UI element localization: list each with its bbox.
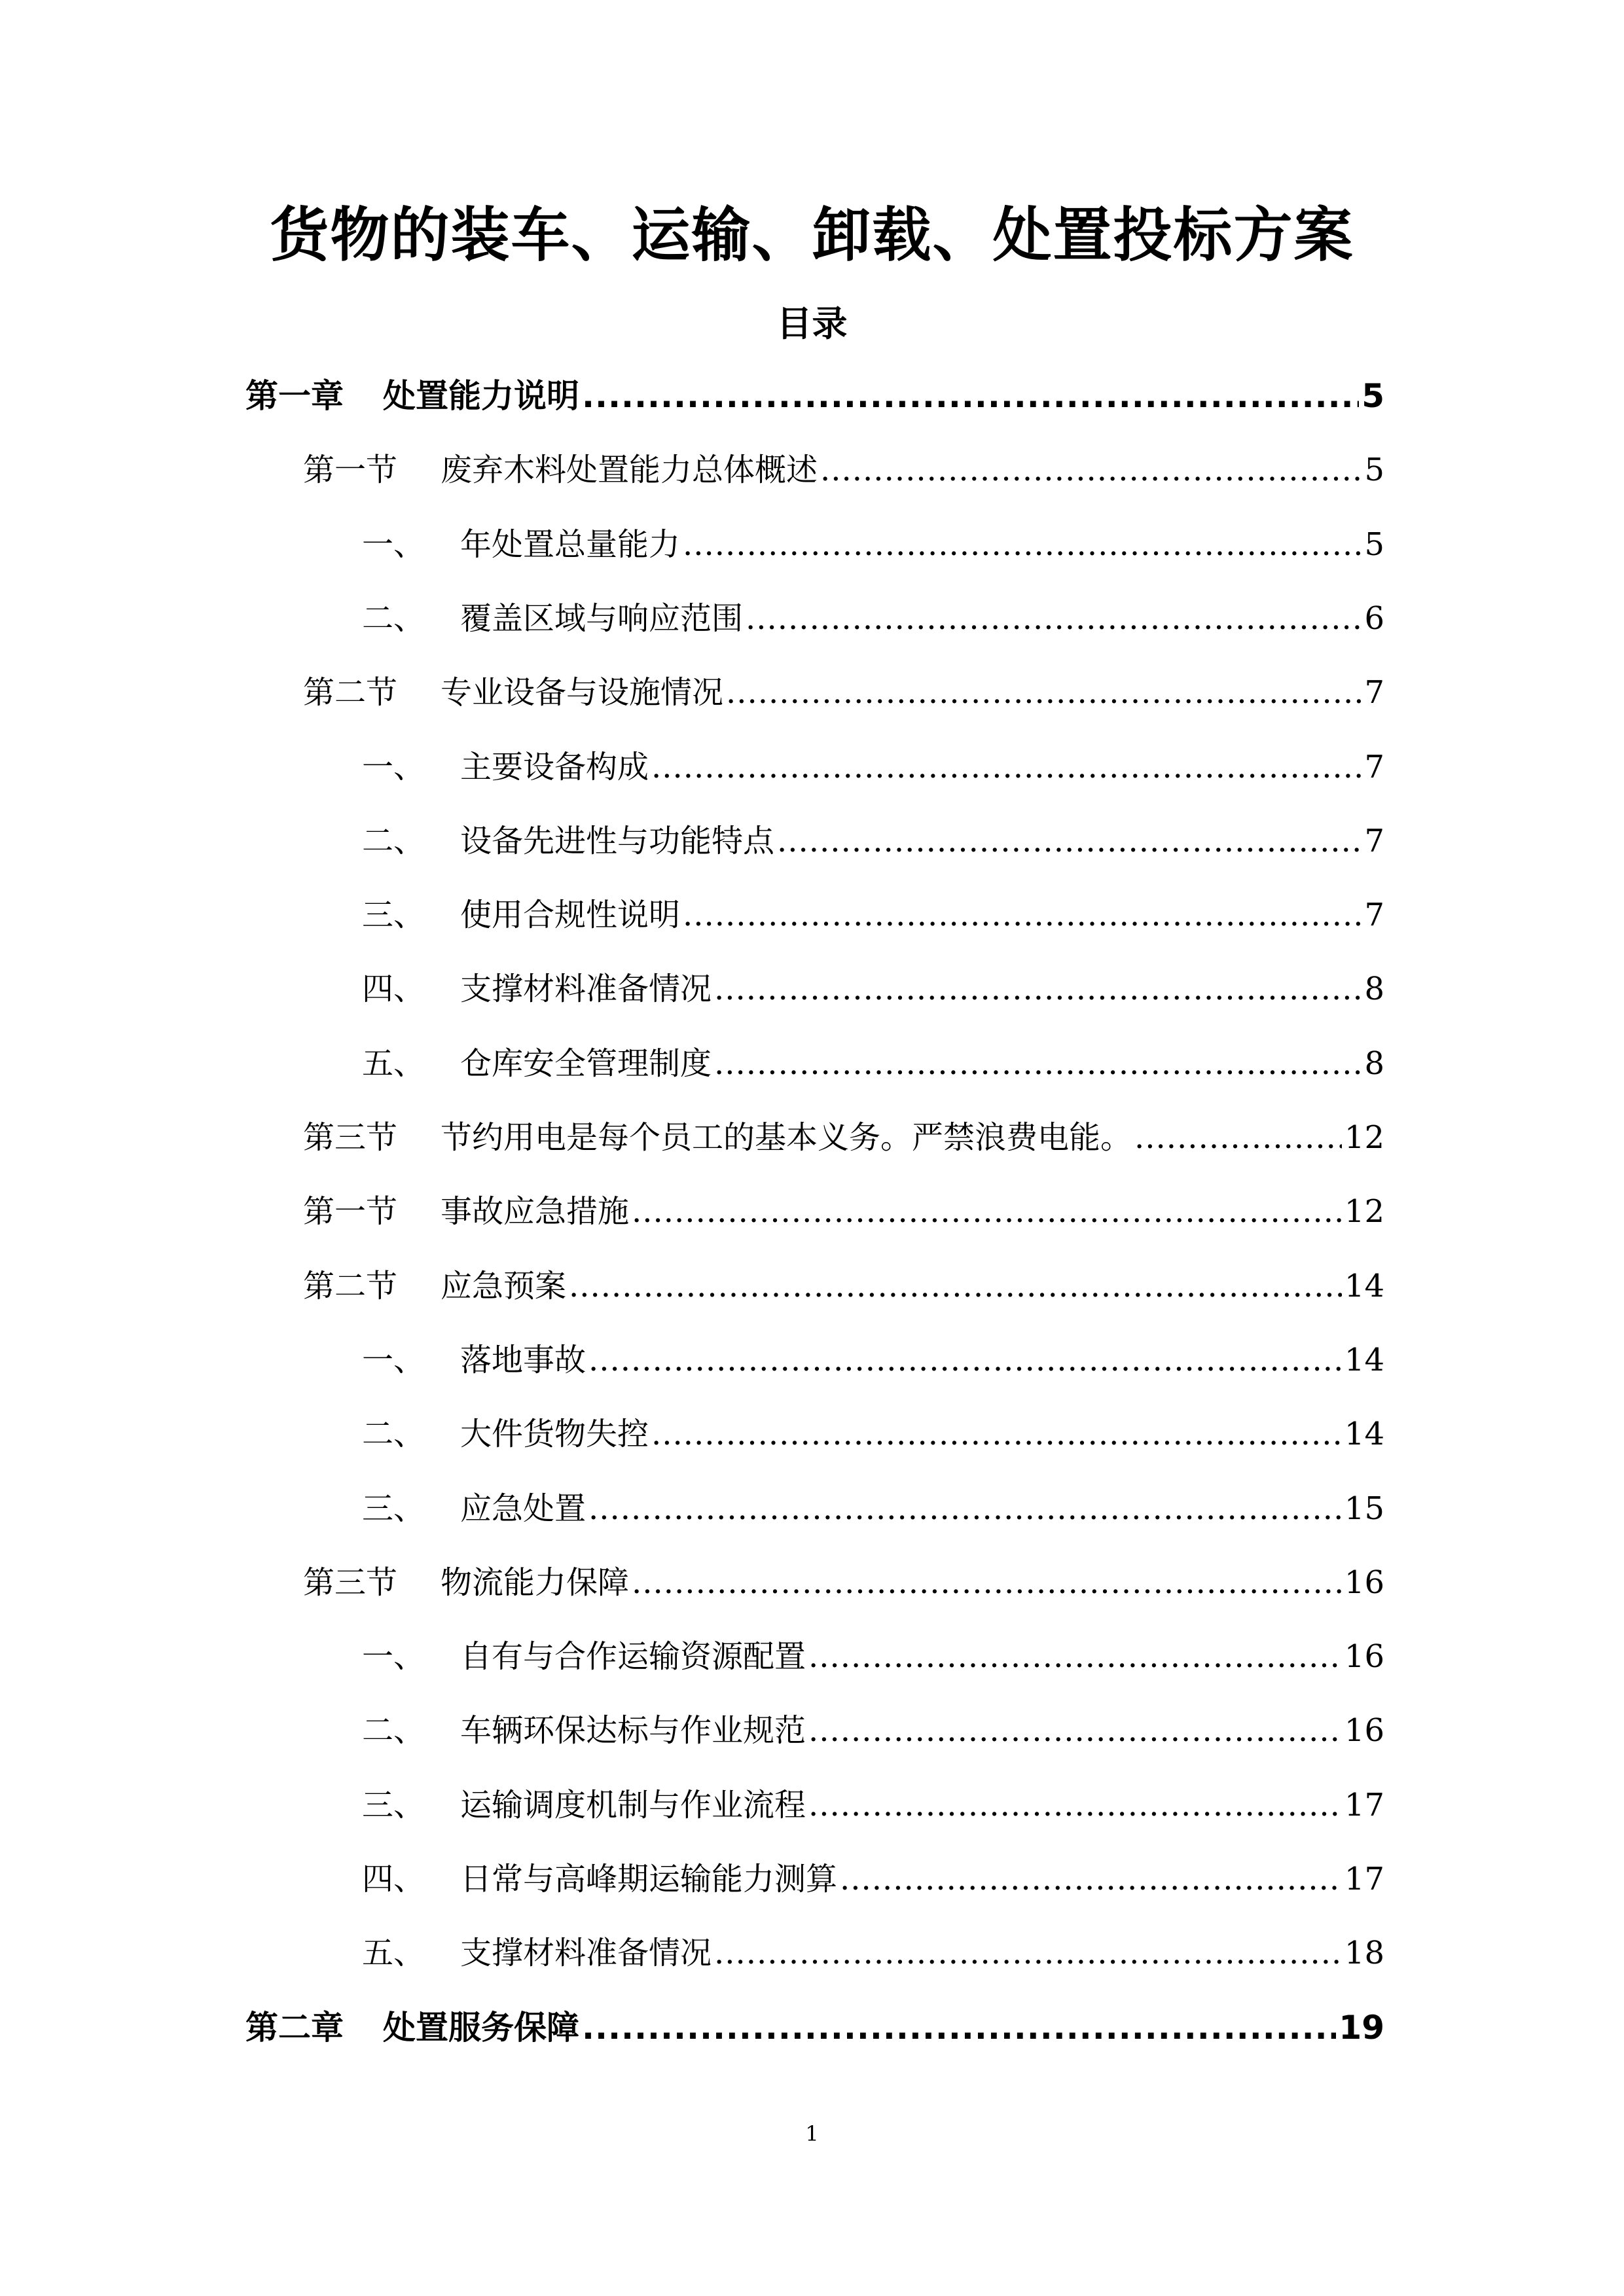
toc-entry[interactable] [303, 1111, 1384, 1164]
toc-entry-number: 一、 [362, 748, 425, 785]
toc-entry-page: 16 [1344, 1712, 1384, 1749]
toc-entry[interactable] [362, 1927, 1384, 1979]
toc-entry-page: 16 [1344, 1638, 1384, 1676]
toc-entry-page: 7 [1364, 674, 1384, 711]
toc-entry-number: 一、 [362, 1341, 425, 1378]
toc-entry-number: 三、 [362, 897, 425, 934]
toc-dot-leader [651, 741, 1362, 793]
toc-dot-leader [820, 444, 1362, 496]
toc-entry-title: 处置服务保障 [383, 2008, 579, 2047]
toc-dot-leader [632, 1185, 1342, 1238]
toc-entry-number: 第三节 [303, 1564, 398, 1601]
toc-entry-page: 5 [1364, 452, 1384, 489]
toc-entry-page: 15 [1344, 1490, 1384, 1527]
toc-dot-leader [746, 592, 1362, 645]
toc-entry-title: 覆盖区域与响应范围 [460, 600, 744, 637]
toc-heading: 目录 [776, 303, 848, 344]
toc-dot-leader [777, 815, 1362, 867]
toc-entry-page: 8 [1364, 1045, 1384, 1082]
document-title: 货物的装车、运输、卸载、处置投标方案 [270, 201, 1354, 270]
toc-entry-page: 7 [1364, 897, 1384, 934]
toc-dot-leader [808, 1779, 1342, 1831]
toc-entry-page: 7 [1364, 748, 1384, 785]
toc-entry-number: 二、 [362, 1416, 425, 1453]
toc-entry[interactable] [303, 1556, 1384, 1609]
toc-entry-page: 16 [1344, 1564, 1384, 1601]
toc-entry[interactable] [362, 1037, 1384, 1090]
toc-entry-number: 二、 [362, 822, 425, 859]
toc-entry-page: 7 [1364, 822, 1384, 859]
toc-entry[interactable] [362, 1334, 1384, 1386]
toc-dot-leader [683, 518, 1362, 571]
toc-entry[interactable] [362, 1630, 1384, 1683]
toc-dot-leader [808, 1630, 1342, 1683]
toc-entry[interactable] [245, 2001, 1384, 2054]
toc-entry[interactable] [362, 963, 1384, 1015]
toc-dot-leader [714, 963, 1362, 1015]
toc-entry-number: 三、 [362, 1490, 425, 1527]
toc-dot-leader [632, 1556, 1342, 1609]
toc-entry-page: 17 [1344, 1861, 1384, 1897]
toc-entry-title: 支撑材料准备情况 [460, 1935, 712, 1972]
toc-dot-leader [582, 370, 1359, 422]
toc-dot-leader [808, 1704, 1342, 1757]
toc-entry[interactable] [362, 518, 1384, 571]
toc-entry-title: 年处置总量能力 [460, 526, 681, 563]
toc-dot-leader [651, 1408, 1342, 1460]
toc-entry-title: 车辆环保达标与作业规范 [460, 1712, 806, 1749]
toc-entry-page: 18 [1344, 1935, 1384, 1972]
toc-entry-title: 主要设备构成 [460, 748, 649, 785]
toc-entry-title: 使用合规性说明 [460, 897, 681, 934]
toc-entry-title: 物流能力保障 [441, 1564, 630, 1601]
toc-entry-number: 二、 [362, 600, 425, 637]
toc-entry[interactable] [303, 1185, 1384, 1238]
toc-entry[interactable] [362, 815, 1384, 867]
toc-entry-title: 废弃木料处置能力总体概述 [441, 452, 818, 489]
toc-entry-title: 设备先进性与功能特点 [460, 822, 775, 859]
toc-entry[interactable] [362, 1482, 1384, 1535]
toc-entry-title: 节约用电是每个员工的基本义务。严禁浪费电能。 [441, 1119, 1132, 1156]
toc-entry[interactable] [303, 444, 1384, 496]
toc-entry-number: 第一节 [303, 1193, 398, 1230]
toc-dot-leader [726, 666, 1362, 719]
toc-entry-number: 二、 [362, 1712, 425, 1749]
toc-entry-title: 事故应急措施 [441, 1193, 630, 1230]
toc-entry-page: 17 [1344, 1786, 1384, 1823]
toc-entry-page: 19 [1339, 2008, 1384, 2047]
toc-entry-title: 自有与合作运输资源配置 [460, 1638, 806, 1676]
toc-entry-title: 日常与高峰期运输能力测算 [460, 1861, 838, 1897]
toc-entry-number: 第二章 [245, 2008, 344, 2047]
toc-entry[interactable] [362, 1408, 1384, 1460]
toc-entry-title: 应急处置 [460, 1490, 586, 1527]
toc-dot-leader [714, 1037, 1362, 1090]
toc-entry[interactable] [362, 592, 1384, 645]
toc-entry-page: 6 [1364, 600, 1384, 637]
toc-entry-number: 五、 [362, 1045, 425, 1082]
toc-entry[interactable] [362, 889, 1384, 941]
toc-entry-number: 三、 [362, 1786, 425, 1823]
toc-dot-leader [588, 1334, 1342, 1386]
toc-dot-leader [588, 1482, 1342, 1535]
toc-entry-number: 第三节 [303, 1119, 398, 1156]
toc-entry-page: 14 [1344, 1267, 1384, 1304]
toc-entry-title: 仓库安全管理制度 [460, 1045, 712, 1082]
toc-entry-title: 处置能力说明 [383, 377, 579, 415]
toc-entry-number: 四、 [362, 1861, 425, 1897]
toc-entry-title: 专业设备与设施情况 [441, 674, 724, 711]
toc-entry-page: 5 [1362, 377, 1384, 415]
toc-entry-title: 落地事故 [460, 1341, 586, 1378]
toc-entry-number: 一、 [362, 526, 425, 563]
toc-dot-leader [683, 889, 1362, 941]
toc-entry-page: 14 [1344, 1416, 1384, 1453]
toc-entry[interactable] [362, 1779, 1384, 1831]
toc-entry[interactable] [303, 1260, 1384, 1312]
toc-entry-number: 第二节 [303, 1267, 398, 1304]
toc-entry-page: 14 [1344, 1341, 1384, 1378]
toc-dot-leader [1134, 1111, 1342, 1164]
toc-entry[interactable] [362, 1704, 1384, 1757]
toc-entry-number: 五、 [362, 1935, 425, 1972]
toc-entry[interactable] [303, 666, 1384, 719]
toc-entry-page: 12 [1344, 1119, 1384, 1156]
toc-entry-title: 支撑材料准备情况 [460, 971, 712, 1008]
toc-entry[interactable] [245, 370, 1384, 422]
toc-entry-title: 应急预案 [441, 1267, 567, 1304]
toc-entry-number: 第一节 [303, 452, 398, 489]
toc-dot-leader [714, 1927, 1342, 1979]
toc-entry-page: 5 [1364, 526, 1384, 563]
toc-entry-page: 12 [1344, 1193, 1384, 1230]
toc-entry-title: 运输调度机制与作业流程 [460, 1786, 806, 1823]
page-number: 1 [805, 2121, 819, 2146]
toc-entry-number: 第一章 [245, 377, 344, 415]
toc-entry[interactable] [362, 741, 1384, 793]
toc-entry-number: 第二节 [303, 674, 398, 711]
toc-dot-leader [569, 1260, 1342, 1312]
toc-dot-leader [840, 1853, 1342, 1905]
toc-entry-title: 大件货物失控 [460, 1416, 649, 1453]
toc-entry[interactable] [362, 1853, 1384, 1905]
toc-dot-leader [582, 2001, 1336, 2054]
toc-entry-page: 8 [1364, 971, 1384, 1008]
toc-entry-number: 四、 [362, 971, 425, 1008]
toc-entry-number: 一、 [362, 1638, 425, 1676]
